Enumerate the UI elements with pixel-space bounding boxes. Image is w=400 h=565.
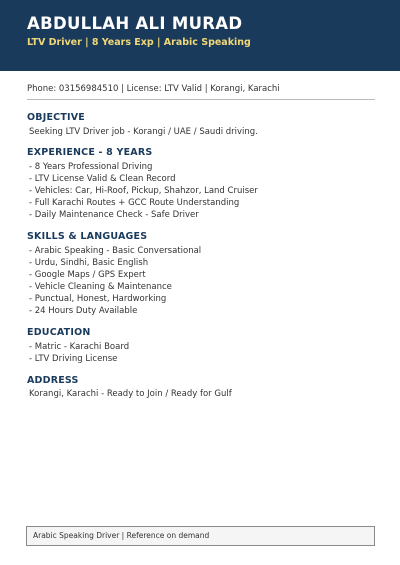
experience-item: - LTV License Valid & Clean Record [29, 174, 176, 184]
experience-item: - 8 Years Professional Driving [29, 162, 153, 172]
header-banner [0, 0, 400, 71]
skills-item: - Arabic Speaking - Basic Conversational [29, 246, 202, 256]
experience-item: - Vehicles: Car, Hi-Roof, Pickup, Shahzor, Land Cruiser [29, 186, 258, 196]
section-title-skills: SKILLS & LANGUAGES [27, 231, 148, 242]
address-text: Korangi, Karachi - Ready to Join / Ready for Gulf [29, 389, 232, 399]
divider [27, 99, 375, 100]
section-title-address: ADDRESS [27, 375, 79, 386]
skills-item: - Punctual, Honest, Hardworking [29, 294, 167, 304]
skills-item: - Google Maps / GPS Expert [29, 270, 146, 280]
education-item: - Matric - Karachi Board [29, 342, 130, 352]
footer-text: Arabic Speaking Driver | Reference on demand [33, 531, 210, 540]
experience-item: - Daily Maintenance Check - Safe Driver [29, 210, 199, 220]
skills-item: - Vehicle Cleaning & Maintenance [29, 282, 172, 292]
objective-text: Seeking LTV Driver job - Korangi / UAE / Saudi driving. [29, 127, 258, 137]
section-title-objective: OBJECTIVE [27, 112, 85, 123]
skills-item: - Urdu, Sindhi, Basic English [29, 258, 149, 268]
footer-box [26, 526, 375, 546]
experience-item: - Full Karachi Routes + GCC Route Understanding [29, 198, 240, 208]
candidate-name: ABDULLAH ALI MURAD [27, 14, 243, 33]
section-title-education: EDUCATION [27, 327, 91, 338]
section-title-experience: EXPERIENCE - 8 YEARS [27, 147, 153, 158]
skills-item: - 24 Hours Duty Available [29, 306, 138, 316]
education-item: - LTV Driving License [29, 354, 118, 364]
candidate-tagline: LTV Driver | 8 Years Exp | Arabic Speaking [27, 37, 251, 48]
contact-line: Phone: 03156984510 | License: LTV Valid | Korangi, Karachi [27, 84, 280, 94]
